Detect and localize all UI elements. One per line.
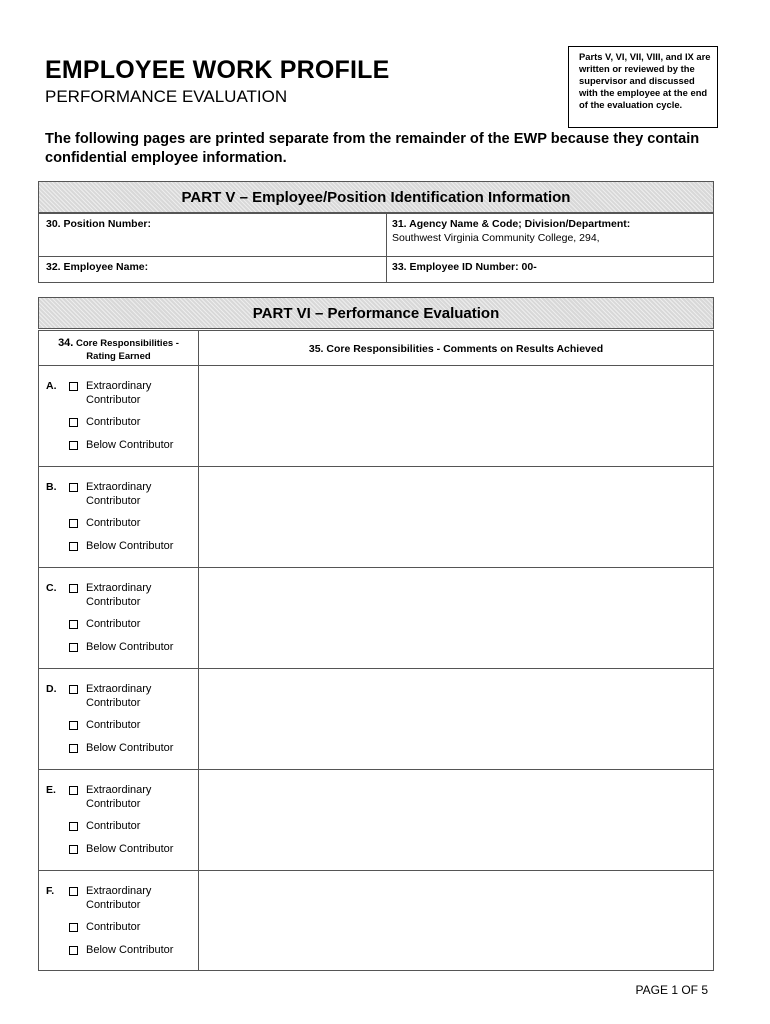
page-title: EMPLOYEE WORK PROFILE [45,56,390,84]
checkbox-icon[interactable] [69,643,78,652]
rating-row-c [39,567,198,668]
position-number-label: 30. Position Number: [46,218,152,230]
option-label: Below Contributor [86,641,174,653]
option-label: Below Contributor [86,843,174,855]
contributor-option[interactable] [69,819,140,833]
row-letter: E. [46,784,56,796]
extraordinary-contributor-option[interactable] [69,581,151,609]
option-label: Contributor [86,394,141,406]
below-contributor-option[interactable] [69,943,173,957]
option-label: Contributor [86,495,141,507]
part5-heading-text: PART V – Employee/Position Identification Information [181,188,571,206]
checkbox-icon[interactable] [69,418,78,427]
row-letter: B. [46,481,57,493]
checkbox-icon[interactable] [69,744,78,753]
checkbox-icon[interactable] [69,620,78,629]
contributor-option[interactable] [69,718,140,732]
checkbox-icon[interactable] [69,519,78,528]
page-number: PAGE 1 OF 5 [635,983,708,997]
rating-row-e [39,769,198,870]
option-label: Contributor [86,798,141,810]
contributor-option[interactable] [69,415,140,429]
rating-row-b [39,466,198,567]
page-subtitle: PERFORMANCE EVALUATION [45,87,288,106]
checkbox-icon[interactable] [69,887,78,896]
option-label: Contributor [86,416,141,428]
option-label: Extraordinary [86,683,152,695]
part6-heading [38,297,714,329]
col34-line1: Core Responsibilities - [76,338,179,349]
part5-heading [38,181,714,213]
contributor-option[interactable] [69,516,140,530]
extraordinary-contributor-option[interactable] [69,884,151,912]
confidential-intro-text: The following pages are printed separate from the remainder of the EWP because they contain confidential employee information. [45,131,700,166]
option-label: Contributor [86,719,141,731]
option-label: Extraordinary [86,784,152,796]
below-contributor-option[interactable] [69,741,173,755]
row-letter: C. [46,582,57,594]
checkbox-icon[interactable] [69,923,78,932]
col34-number: 34. [58,337,74,349]
below-contributor-option[interactable] [69,539,173,553]
agency-label: 31. Agency Name & Code; Division/Department: [392,218,631,230]
part6-heading-text: PART VI – Performance Evaluation [252,304,500,322]
checkbox-icon[interactable] [69,946,78,955]
employee-id-label: 33. Employee ID Number: 00- [392,261,537,273]
extraordinary-contributor-option[interactable] [69,480,151,508]
contributor-option[interactable] [69,617,140,631]
option-label: Below Contributor [86,742,174,754]
option-label: Contributor [86,618,141,630]
below-contributor-option[interactable] [69,842,173,856]
row-letter: D. [46,683,57,695]
checkbox-icon[interactable] [69,845,78,854]
rating-row-a [39,365,198,466]
contributor-option[interactable] [69,920,140,934]
checkbox-icon[interactable] [69,786,78,795]
extraordinary-contributor-option[interactable] [69,682,151,710]
option-label: Contributor [86,517,141,529]
option-label: Contributor [86,921,141,933]
option-label: Below Contributor [86,944,174,956]
review-notice-box: Parts V, VI, VII, VIII, and IX are written or reviewed by the supervisor and discussed with the employee at the end of the evaluation cycle. [568,46,718,128]
checkbox-icon[interactable] [69,382,78,391]
part5-identification-table [38,213,714,283]
option-label: Extraordinary [86,380,152,392]
option-label: Extraordinary [86,582,152,594]
checkbox-icon[interactable] [69,441,78,450]
employee-name-label: 32. Employee Name: [46,261,149,273]
checkbox-icon[interactable] [69,584,78,593]
option-label: Contributor [86,596,141,608]
rating-row-d [39,668,198,769]
option-label: Below Contributor [86,540,174,552]
col35-header: 35. Core Responsibilities - Comments on Results Achieved [308,343,604,355]
option-label: Extraordinary [86,885,152,897]
col34-line2: Rating Earned [86,351,151,362]
checkbox-icon[interactable] [69,822,78,831]
extraordinary-contributor-option[interactable] [69,783,151,811]
option-label: Contributor [86,820,141,832]
option-label: Below Contributor [86,439,174,451]
checkbox-icon[interactable] [69,483,78,492]
part6-evaluation-table [38,330,714,971]
below-contributor-option[interactable] [69,438,173,452]
option-label: Contributor [86,899,141,911]
checkbox-icon[interactable] [69,542,78,551]
checkbox-icon[interactable] [69,685,78,694]
below-contributor-option[interactable] [69,640,173,654]
option-label: Contributor [86,697,141,709]
agency-value: Southwest Virginia Community College, 294, [392,232,600,244]
row-letter: F. [46,885,55,897]
checkbox-icon[interactable] [69,721,78,730]
option-label: Extraordinary [86,481,152,493]
rating-row-f [39,870,198,971]
col34-header [39,337,198,363]
extraordinary-contributor-option[interactable] [69,379,151,407]
row-letter: A. [46,380,57,392]
